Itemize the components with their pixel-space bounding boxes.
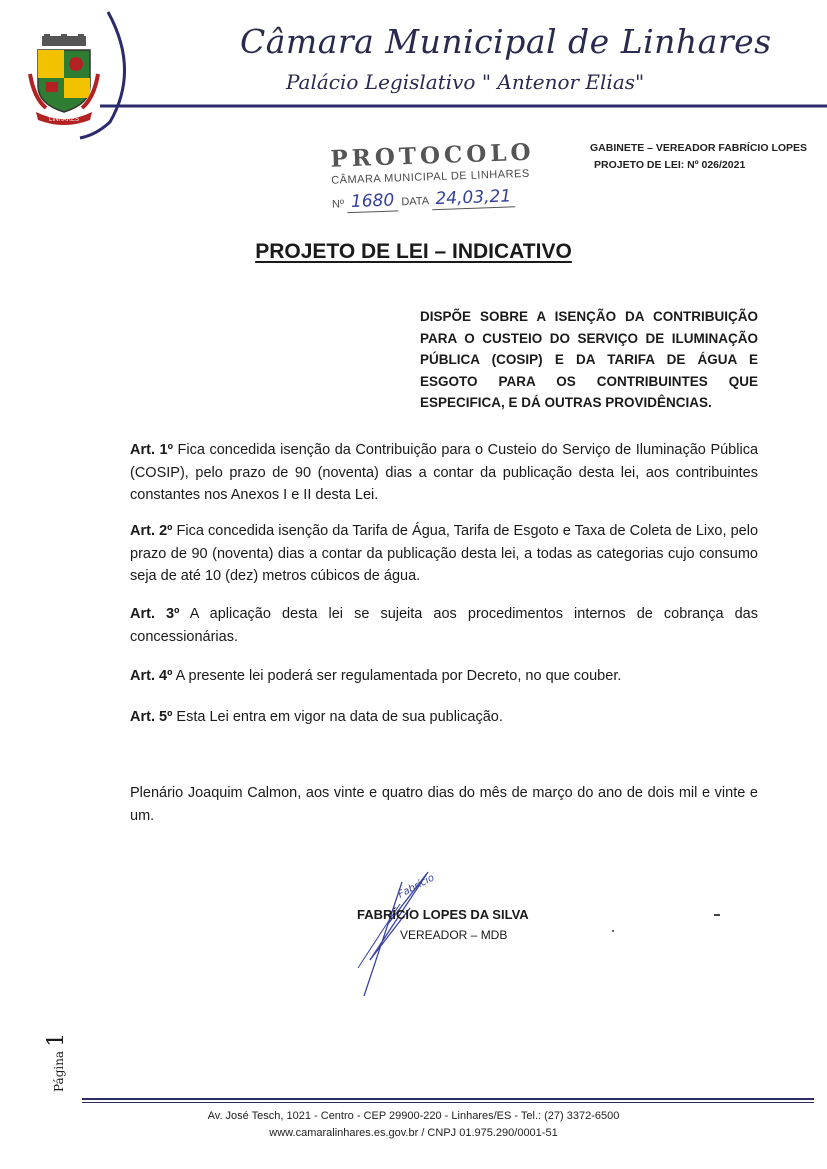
protocol-stamp <box>322 139 535 226</box>
page-label: Página <box>52 1050 66 1092</box>
gabinete-block <box>590 140 807 174</box>
stamp-org: CÂMARA MUNICIPAL DE LINHARES <box>331 167 530 187</box>
gabinete-line: GABINETE – VEREADOR FABRÍCIO LOPES <box>590 142 808 154</box>
institution-title: Câmara Municipal de Linhares <box>240 22 772 61</box>
footer-rule <box>82 1098 814 1100</box>
article-label: Art. 4º <box>130 668 173 684</box>
stamp-title: PROTOCOLO <box>329 138 535 173</box>
page-number <box>44 1033 69 1092</box>
signer-role: VEREADOR – MDB <box>400 928 508 942</box>
city-crest-icon <box>28 34 100 126</box>
footer <box>0 1108 827 1142</box>
closing-text: Plenário Joaquim Calmon, aos vinte e quatro dias do mês de março do ano de dois mil e vinte e um. <box>130 785 758 824</box>
svg-text:Fabrício: Fabrício <box>396 872 437 901</box>
footer-address: Av. José Tesch, 1021 - Centro - CEP 29900-220 - Linhares/ES - Tel.: (27) 3372-6500 <box>207 1110 620 1122</box>
article-text: Fica concedida isenção da Contribuição para o Custeio do Serviço de Iluminação Pública (COSIP), pelo prazo de 90 (noventa) dias a contar da publicação desta lei, aos contribuintes constantes nos Anexos I e II desta Lei. <box>130 442 759 503</box>
article-label: Art. 2º <box>130 523 173 539</box>
article-1 <box>130 439 758 507</box>
article-label: Art. 5º <box>130 709 173 725</box>
signer-name: FABRÍCIO LOPES DA SILVA <box>357 907 529 922</box>
stamp-number: 1680 <box>347 190 399 213</box>
page-value: 1 <box>44 1032 69 1047</box>
ementa: DISPÕE SOBRE A ISENÇÃO DA CONTRIBUIÇÃO PARA O CUSTEIO DO SERVIÇO DE ILUMINAÇÃO PÚBLICA (COSIP) E DA TARIFA DE ÁGUA E ESGOTO PARA OS CONTRIBUINTES QUE ESPECIFICA, E DÁ OUTRAS PROVIDÊNCIAS. <box>420 309 758 410</box>
svg-text:LINHARES: LINHARES <box>48 117 80 123</box>
stamp-date-label: DATA <box>401 195 429 209</box>
article-label: Art. 1º <box>130 442 173 458</box>
project-number: PROJETO DE LEI: Nº 026/2021 <box>594 159 746 171</box>
stamp-date: 24,03,21 <box>431 186 515 210</box>
article-3 <box>130 603 758 648</box>
article-text: A presente lei poderá ser regulamentada por Decreto, no que couber. <box>175 668 622 684</box>
article-text: Esta Lei entra em vigor na data de sua publicação. <box>176 709 503 725</box>
article-text: Fica concedida isenção da Tarifa de Água, Tarifa de Esgoto e Taxa de Coleta de Lixo, pelo prazo de 90 (noventa) dias a contar da publicação desta lei, a todas as categorias cujo consumo seja de até 10 (dez) metros cúbicos de água. <box>130 523 759 584</box>
footer-website: www.camaralinhares.es.gov.br / CNPJ 01.975.290/0001-51 <box>269 1127 558 1139</box>
footer-rule-thin <box>82 1102 814 1103</box>
document-title: PROJETO DE LEI – INDICATIVO <box>255 240 572 263</box>
institution-subtitle: Palácio Legislativo " Antenor Elias" <box>286 70 645 94</box>
article-2 <box>130 520 758 588</box>
article-5 <box>130 706 758 729</box>
article-label: Art. 3º <box>130 606 180 622</box>
stamp-number-label: Nº <box>331 198 345 211</box>
stamp-fields <box>324 186 535 213</box>
article-4 <box>130 665 758 688</box>
article-text: A aplicação desta lei se sujeita aos procedimentos internos de cobrança das concessionárias. <box>130 606 758 645</box>
